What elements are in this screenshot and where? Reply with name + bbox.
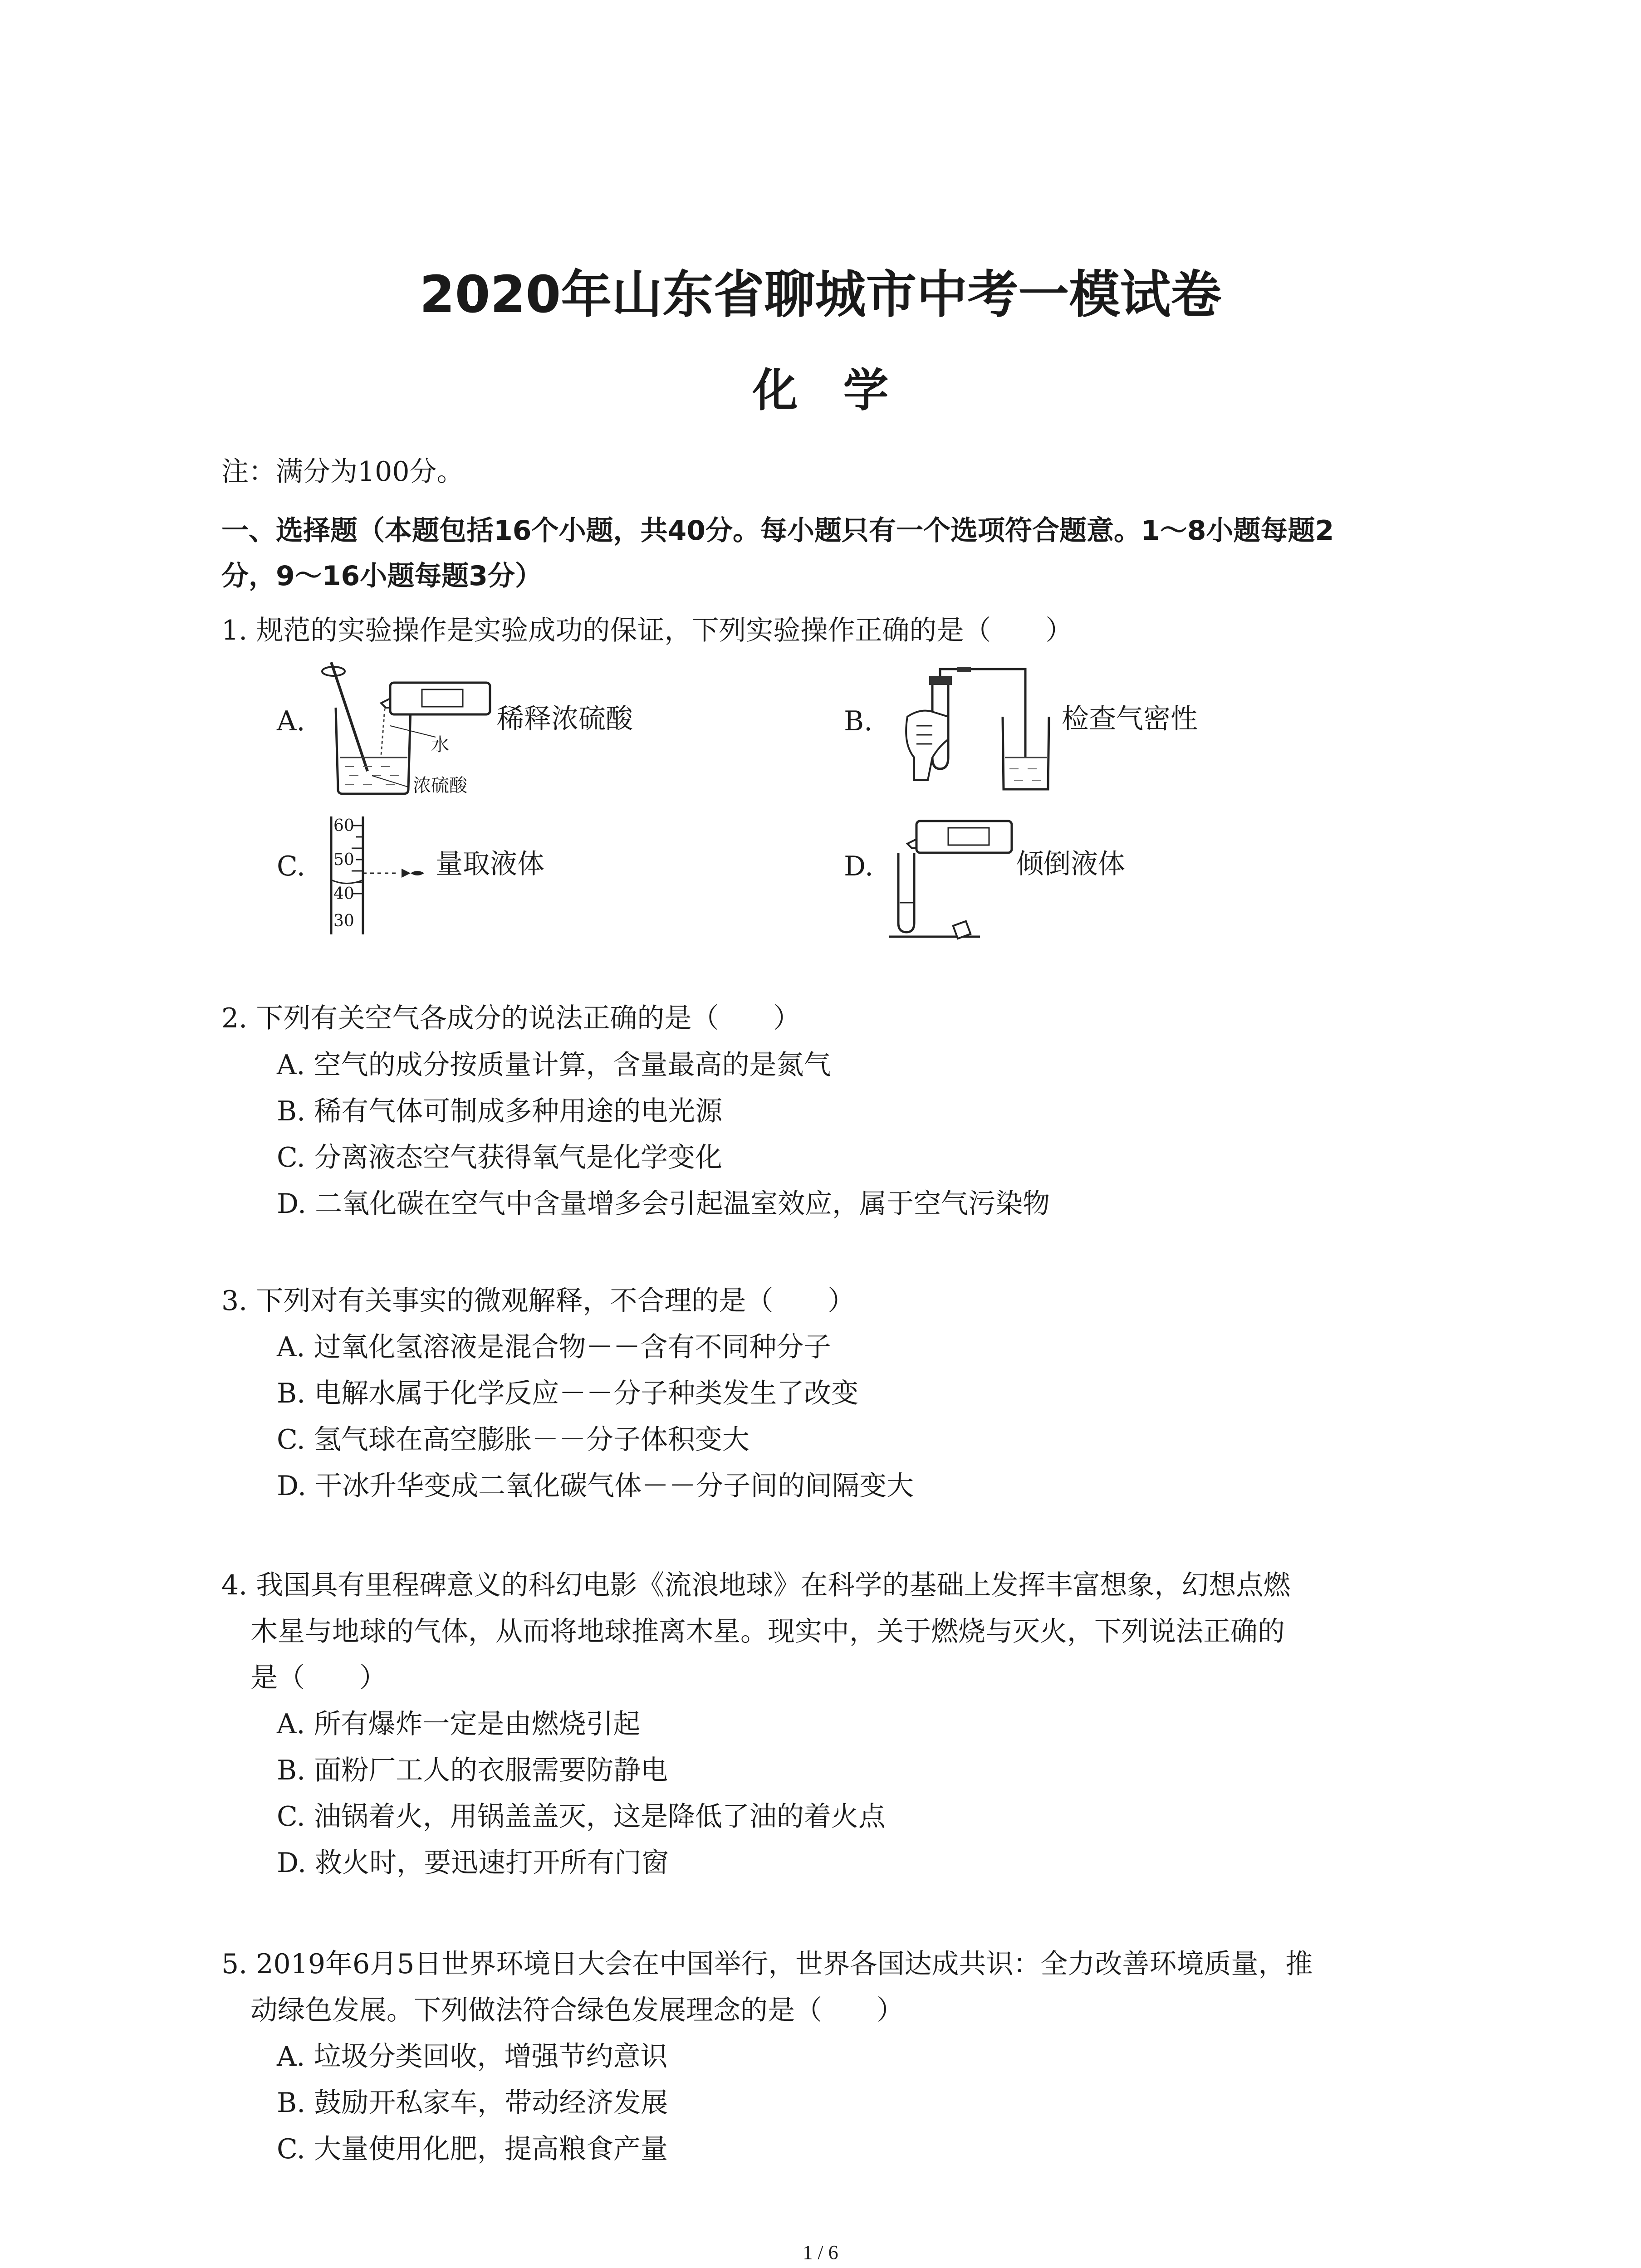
q2-option-b: B. 稀有气体可制成多种用途的电光源 [277,1095,723,1127]
q3-option-b: B. 电解水属于化学反应－－分子种类发生了改变 [277,1378,859,1409]
airtightness-apparatus-icon [889,667,1062,798]
page-title: 2020年山东省聊城市中考一模试卷 [419,265,1222,324]
subject-title: 化学 [752,364,934,417]
q4-option-c: C. 油锅着火，用锅盖盖灭，这是降低了油的着火点 [277,1801,886,1833]
cylinder-scale-40: 40 [333,885,354,903]
page-number: 1 / 6 [803,2241,838,2263]
score-note: 注：满分为100分。 [221,456,464,488]
q4-option-d: D. 救火时，要迅速打开所有门窗 [277,1847,669,1879]
q2-option-c: C. 分离液态空气获得氧气是化学变化 [277,1142,722,1173]
question-1-stem: 1. 规范的实验操作是实验成功的保证，下列实验操作正确的是（ ） [221,615,1073,646]
pouring-liquid-icon [889,807,1021,943]
q1-option-a-caption: 稀释浓硫酸 [497,703,633,735]
q1-option-a-letter: A. [277,705,305,737]
question-5-stem-line1: 5. 2019年6月5日世界环境日大会在中国举行，世界各国达成共识：全力改善环境质量，推 [221,1948,1313,1980]
q1-option-c-letter: C. [277,850,305,882]
question-3-stem: 3. 下列对有关事实的微观解释，不合理的是（ ） [221,1285,855,1317]
q5-option-b: B. 鼓励开私家车，带动经济发展 [277,2087,668,2119]
q1-option-b-letter: B. [844,705,873,737]
cylinder-scale-50: 50 [333,850,354,869]
q1-option-d-letter: D. [844,850,874,882]
cylinder-scale-30: 30 [333,912,354,930]
q2-option-a: A. 空气的成分按质量计算，含量最高的是氮气 [277,1049,831,1081]
q1-a-label-water: 水 [431,734,449,755]
dilute-acid-apparatus-icon [318,658,499,807]
q3-option-a: A. 过氧化氢溶液是混合物－－含有不同种分子 [277,1331,831,1363]
q5-option-c: C. 大量使用化肥，提高粮食产量 [277,2133,668,2165]
q1-option-d-caption: 倾倒液体 [1016,848,1125,880]
q4-option-a: A. 所有爆炸一定是由燃烧引起 [277,1708,641,1740]
cylinder-scale-60: 60 [333,816,354,835]
question-4-stem-line2: 木星与地球的气体，从而将地球推离木星。现实中，关于燃烧与灭火，下列说法正确的 [250,1616,1285,1647]
q4-option-b: B. 面粉厂工人的衣服需要防静电 [277,1755,668,1786]
question-5-stem-line2: 动绿色发展。下列做法符合绿色发展理念的是（ ） [250,1994,904,2026]
question-2-stem: 2. 下列有关空气各成分的说法正确的是（ ） [221,1002,801,1034]
q5-option-a: A. 垃圾分类回收，增强节约意识 [277,2041,668,2072]
q1-option-b-caption: 检查气密性 [1062,703,1198,735]
q3-option-d: D. 干冰升华变成二氧化碳气体－－分子间的间隔变大 [277,1470,914,1502]
q3-option-c: C. 氢气球在高空膨胀－－分子体积变大 [277,1424,749,1456]
section-heading-line1: 一、选择题（本题包括16个小题，共40分。每小题只有一个选项符合题意。1～8小题每题2 [221,515,1334,547]
q1-a-label-acid: 浓硫酸 [413,775,467,796]
q1-option-c-caption: 量取液体 [436,848,544,880]
question-4-stem-line1: 4. 我国具有里程碑意义的科幻电影《流浪地球》在科学的基础上发挥丰富想象，幻想点燃 [221,1569,1291,1601]
q2-option-d: D. 二氧化碳在空气中含量增多会引起温室效应，属于空气污染物 [277,1188,1050,1220]
section-heading-line2: 分，9～16小题每题3分） [221,560,542,592]
question-4-stem-line3: 是（ ） [250,1662,387,1694]
